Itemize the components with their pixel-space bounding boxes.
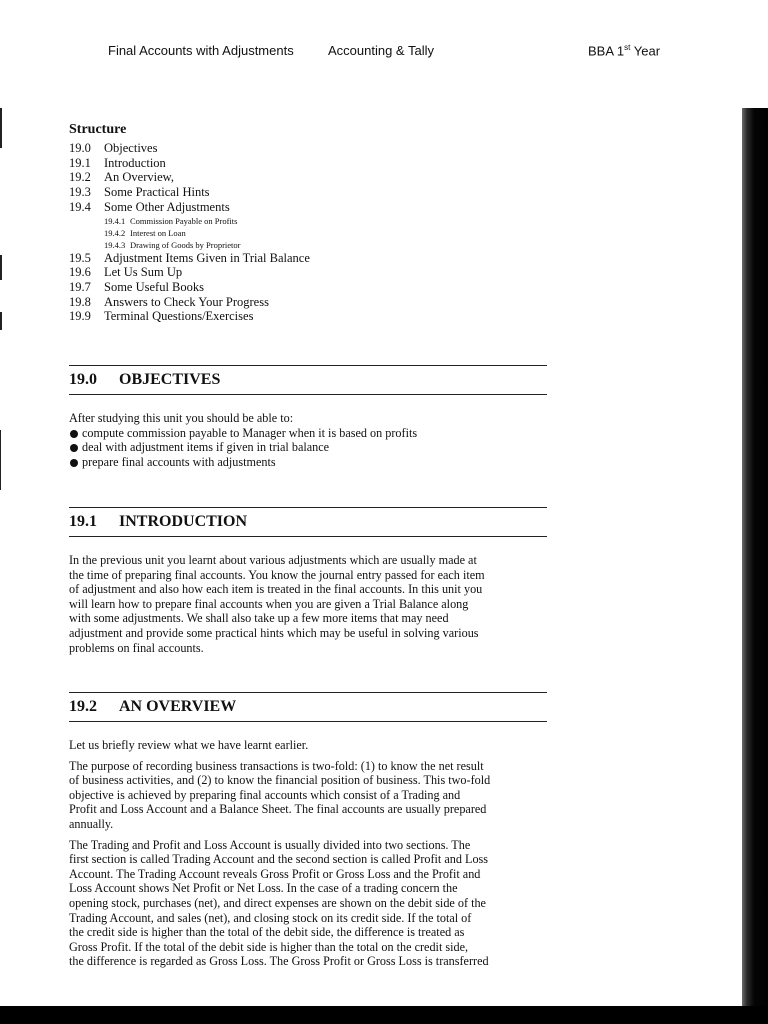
overview-paragraph-2 [69, 759, 549, 832]
text-line: objective is achieved by preparing final accounts which consist of a Trading and [69, 787, 461, 802]
toc-sub-label: Drawing of Goods by Proprietor [130, 239, 241, 250]
text-line: of adjustment and also how each item is treated in the final accounts. In this unit you [69, 582, 483, 597]
objectives-list [69, 426, 549, 470]
scan-mark-left [0, 255, 2, 280]
text-line: the difference is regarded as Gross Loss. The Gross Profit or Gross Loss is transferred [69, 954, 489, 969]
toc-item [69, 265, 547, 280]
toc-sub-number: 19.4.1 [104, 215, 126, 226]
toc-label: Some Practical Hints [104, 185, 210, 200]
overview-paragraph-1: Let us briefly review what we have learnt earlier. [69, 738, 309, 752]
text-line: annually. [69, 816, 114, 831]
toc-number: 19.1 [69, 155, 91, 170]
toc-item [69, 251, 547, 266]
scan-edge-bottom [0, 1006, 768, 1024]
table-of-contents [69, 141, 547, 324]
toc-sub-label: Commission Payable on Profits [130, 215, 238, 226]
text-line: problems on final accounts. [69, 640, 204, 655]
scan-mark-left [0, 430, 1, 490]
section-number: 19.2 [69, 698, 97, 715]
toc-number: 19.8 [69, 294, 91, 309]
toc-label: Some Other Adjustments [104, 199, 230, 214]
toc-number: 19.5 [69, 250, 91, 265]
scan-mark-left [0, 108, 2, 148]
introduction-paragraph [69, 553, 549, 655]
text-line: Loss Account shows Net Profit or Net Loss. In the case of a trading concern the [69, 881, 458, 896]
toc-item [69, 200, 547, 215]
text-line: Trading Account, and sales (net), and closing stock on its credit side. If the total of [69, 910, 472, 925]
toc-label: Introduction [104, 155, 166, 170]
toc-sub-number: 19.4.3 [104, 239, 126, 250]
objectives-intro: After studying this unit you should be able to: [69, 411, 294, 425]
toc-label: Adjustment Items Given in Trial Balance [104, 250, 310, 265]
toc-sub-number: 19.4.2 [104, 227, 126, 238]
header-year-sup: st [624, 43, 631, 52]
section-title: INTRODUCTION [119, 513, 248, 530]
toc-label: Terminal Questions/Exercises [104, 309, 254, 324]
text-line: Gross Profit. If the total of the debit side is higher than the total on the credit side, [69, 939, 469, 954]
list-item: deal with adjustment items if given in trial balance [69, 440, 549, 455]
toc-item [69, 309, 547, 324]
toc-item [69, 170, 547, 185]
text-line: Profit and Loss Account and a Balance Sheet. The final accounts are usually prepared [69, 802, 487, 817]
text-line: adjustment and provide some practical hints which may be useful in solving various [69, 625, 479, 640]
toc-label: Let Us Sum Up [104, 265, 183, 280]
toc-label: Objectives [104, 141, 158, 155]
section-heading-introduction [69, 507, 547, 537]
list-item: compute commission payable to Manager when it is based on profits [69, 426, 549, 441]
header-course-title: Accounting & Tally [328, 43, 434, 58]
toc-item [69, 280, 547, 295]
toc-number: 19.2 [69, 170, 91, 185]
text-line: the credit side is higher than the total of the debit side, the difference is treated as [69, 925, 465, 940]
toc-label: Answers to Check Your Progress [104, 294, 269, 309]
section-title: OBJECTIVES [119, 371, 221, 388]
text-line: with some adjustments. We shall also take up a few more items that may need [69, 611, 449, 626]
overview-body [69, 738, 549, 975]
section-number: 19.0 [69, 371, 97, 388]
header-chapter-title: Final Accounts with Adjustments [108, 43, 294, 58]
text-line: Account. The Trading Account reveals Gross Profit or Gross Loss and the Profit and [69, 866, 481, 881]
text-line: In the previous unit you learnt about various adjustments which are usually made at [69, 553, 477, 567]
toc-item [69, 156, 547, 171]
toc-number: 19.9 [69, 309, 91, 324]
toc-subitem [69, 215, 547, 227]
toc-number: 19.0 [69, 141, 91, 155]
toc-number: 19.4 [69, 199, 91, 214]
header-year-tail: Year [630, 43, 661, 59]
text-line: the time of preparing final accounts. You know the journal entry passed for each item [69, 567, 485, 582]
text-line: The Trading and Profit and Loss Account is usually divided into two sections. The [69, 837, 471, 852]
toc-number: 19.7 [69, 279, 91, 294]
scan-edge-right [742, 108, 768, 1008]
text-line: of business activities, and (2) to know the financial position of business. This two-fold [69, 773, 491, 788]
section-heading-overview [69, 692, 547, 722]
overview-paragraph-3 [69, 838, 549, 969]
section-number: 19.1 [69, 513, 97, 530]
toc-label: An Overview, [104, 170, 175, 185]
text-line: opening stock, purchases (net), and direct expenses are shown on the debit side of the [69, 895, 486, 910]
text-line: will learn how to prepare final accounts when you are given a Trial Balance along [69, 596, 469, 611]
section-heading-objectives [69, 365, 547, 395]
text-line: first section is called Trading Account and the second section is called Profit and Loss [69, 852, 489, 867]
header-year-main: BBA 1 [588, 43, 625, 59]
toc-number: 19.6 [69, 265, 91, 280]
structure-title: Structure [69, 122, 127, 137]
toc-subitem [69, 227, 547, 239]
toc-sub-label: Interest on Loan [130, 227, 186, 238]
running-header [0, 43, 768, 63]
toc-item [69, 141, 547, 156]
text-line: The purpose of recording business transactions is two-fold: (1) to know the net result [69, 758, 484, 773]
list-item: prepare final accounts with adjustments [69, 455, 549, 470]
toc-label: Some Useful Books [104, 279, 204, 294]
toc-item [69, 185, 547, 200]
toc-item [69, 295, 547, 310]
header-year [588, 43, 660, 58]
scan-mark-left [0, 312, 2, 330]
toc-number: 19.3 [69, 185, 91, 200]
objectives-body [69, 411, 549, 469]
section-title: AN OVERVIEW [119, 698, 237, 715]
toc-subitem [69, 239, 547, 251]
structure-block [69, 122, 547, 324]
